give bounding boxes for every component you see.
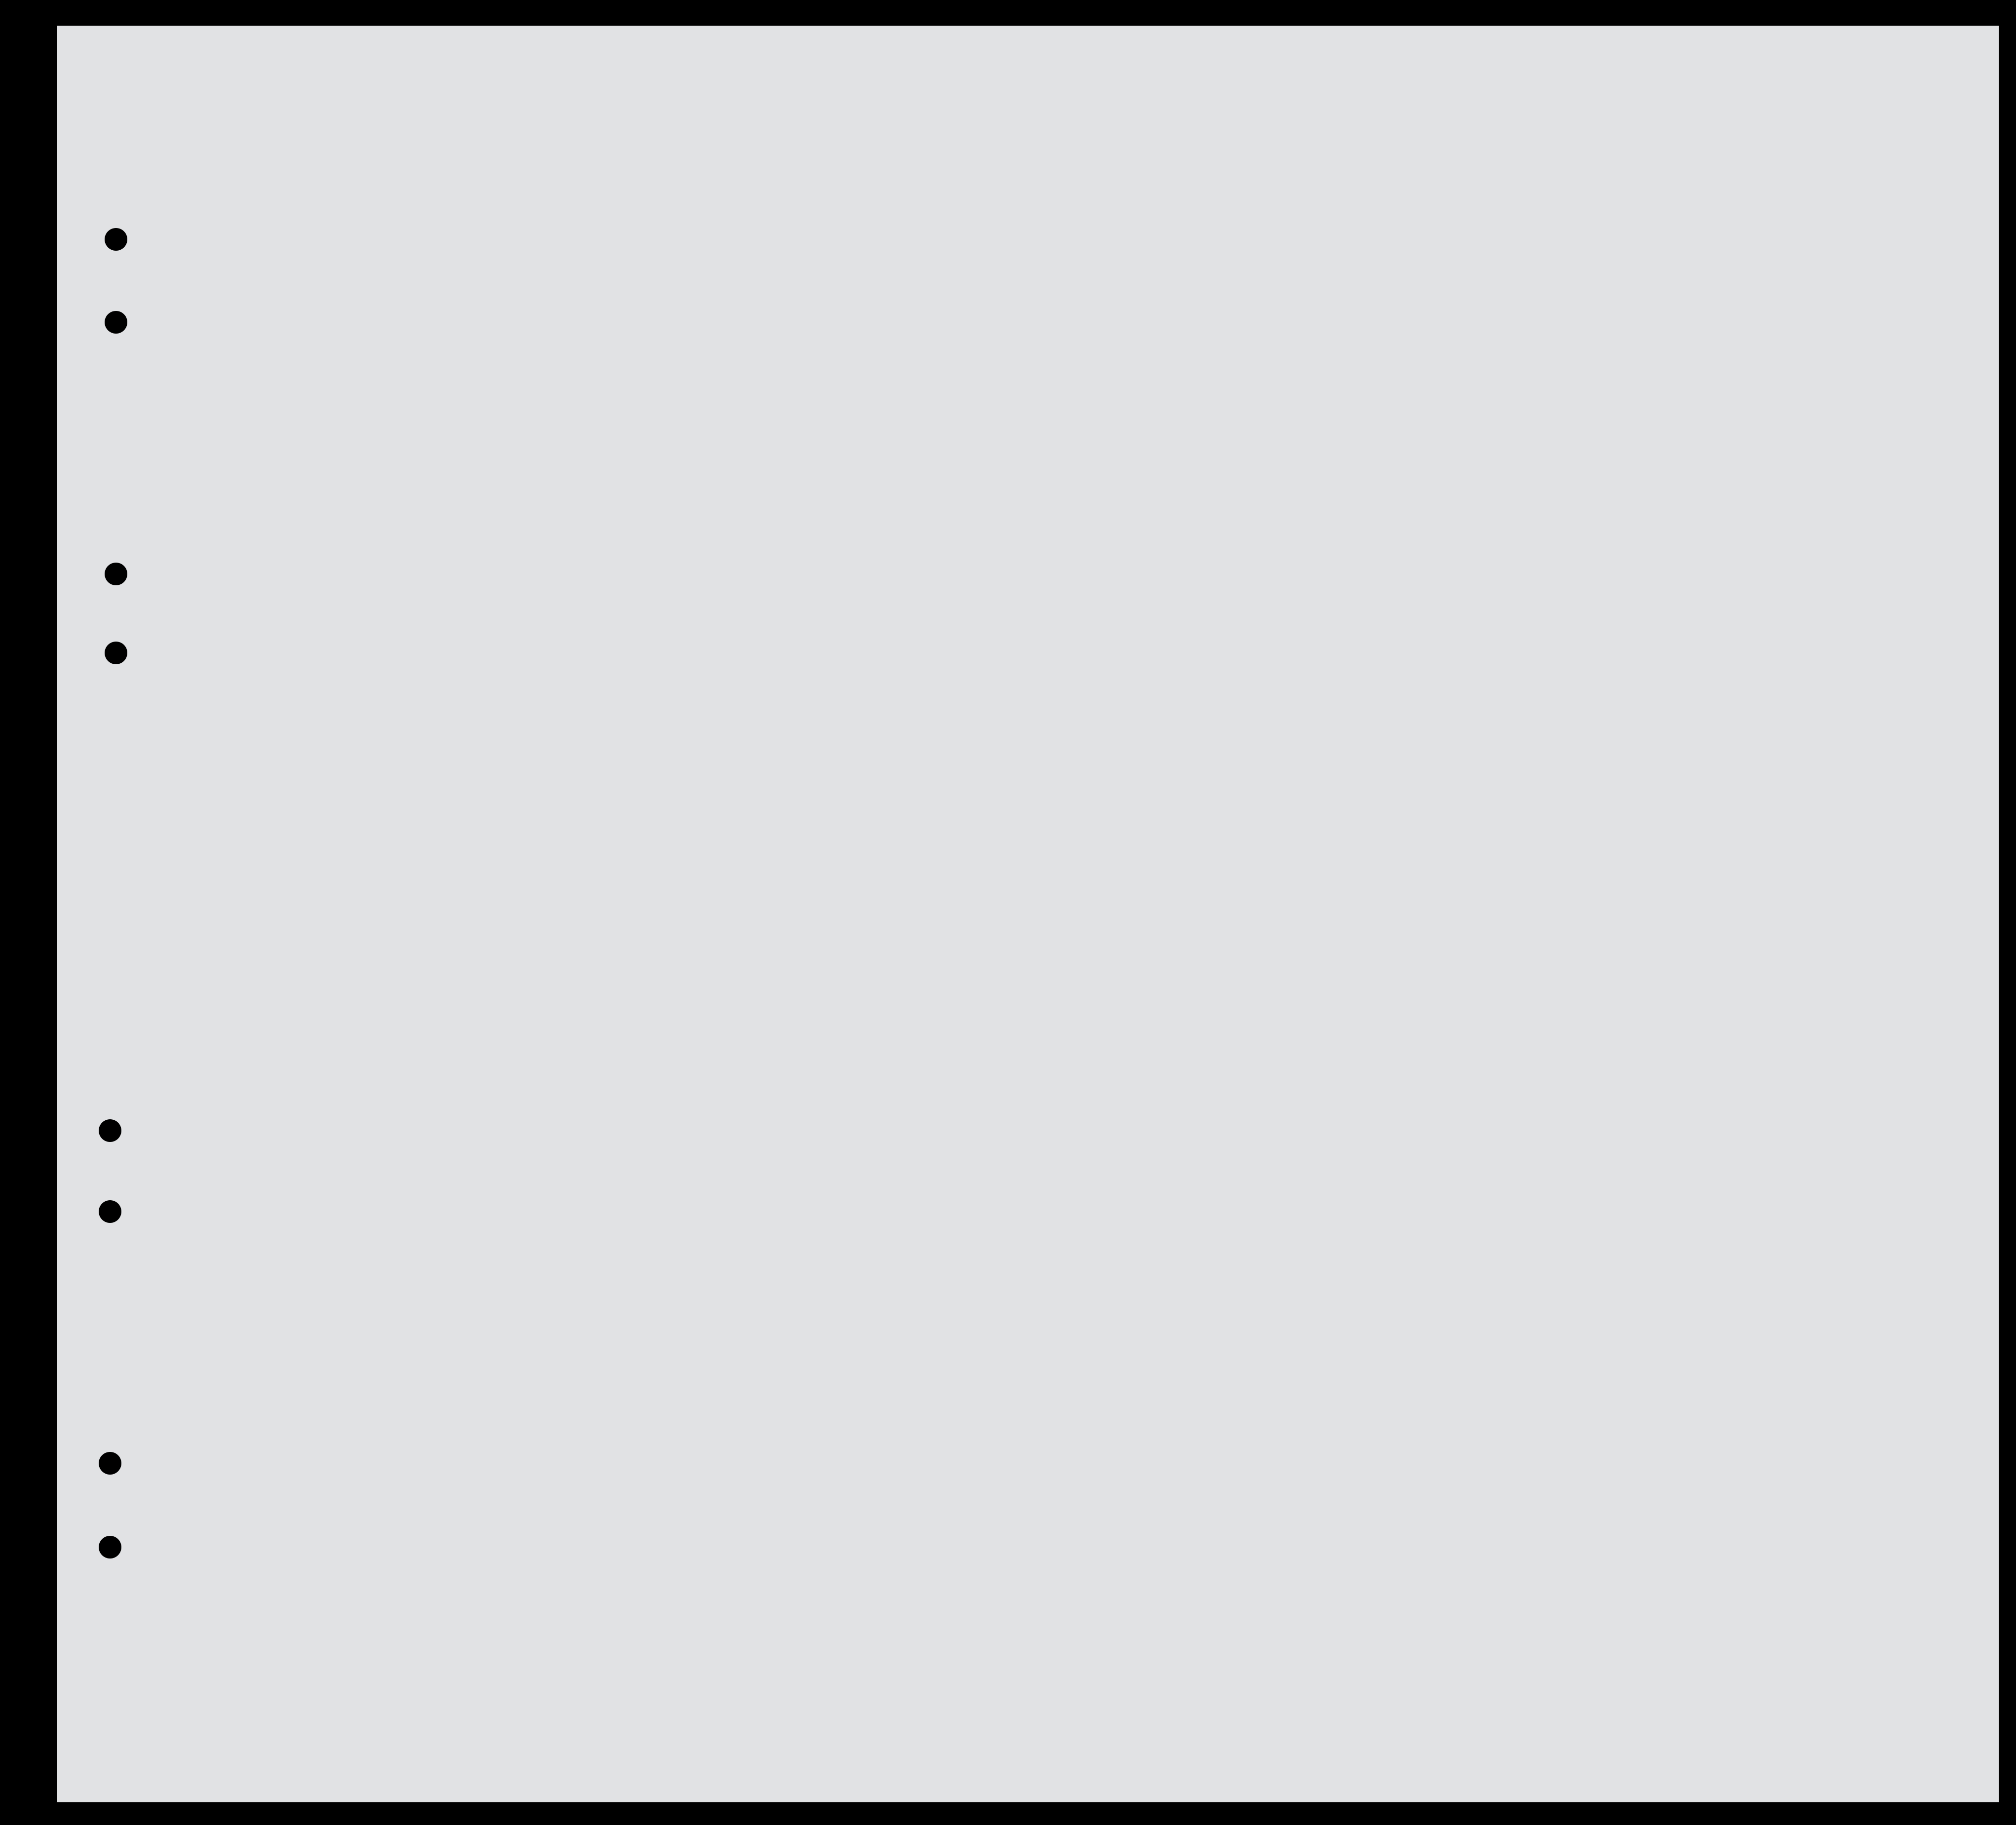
binder-hole <box>105 311 127 334</box>
binder-hole <box>105 228 127 251</box>
binder-hole <box>99 1200 121 1223</box>
binder-hole <box>105 642 127 664</box>
binder-hole <box>99 1119 121 1142</box>
binder-hole <box>99 1452 121 1475</box>
binder-hole <box>105 563 127 585</box>
binder-hole <box>99 1536 121 1559</box>
